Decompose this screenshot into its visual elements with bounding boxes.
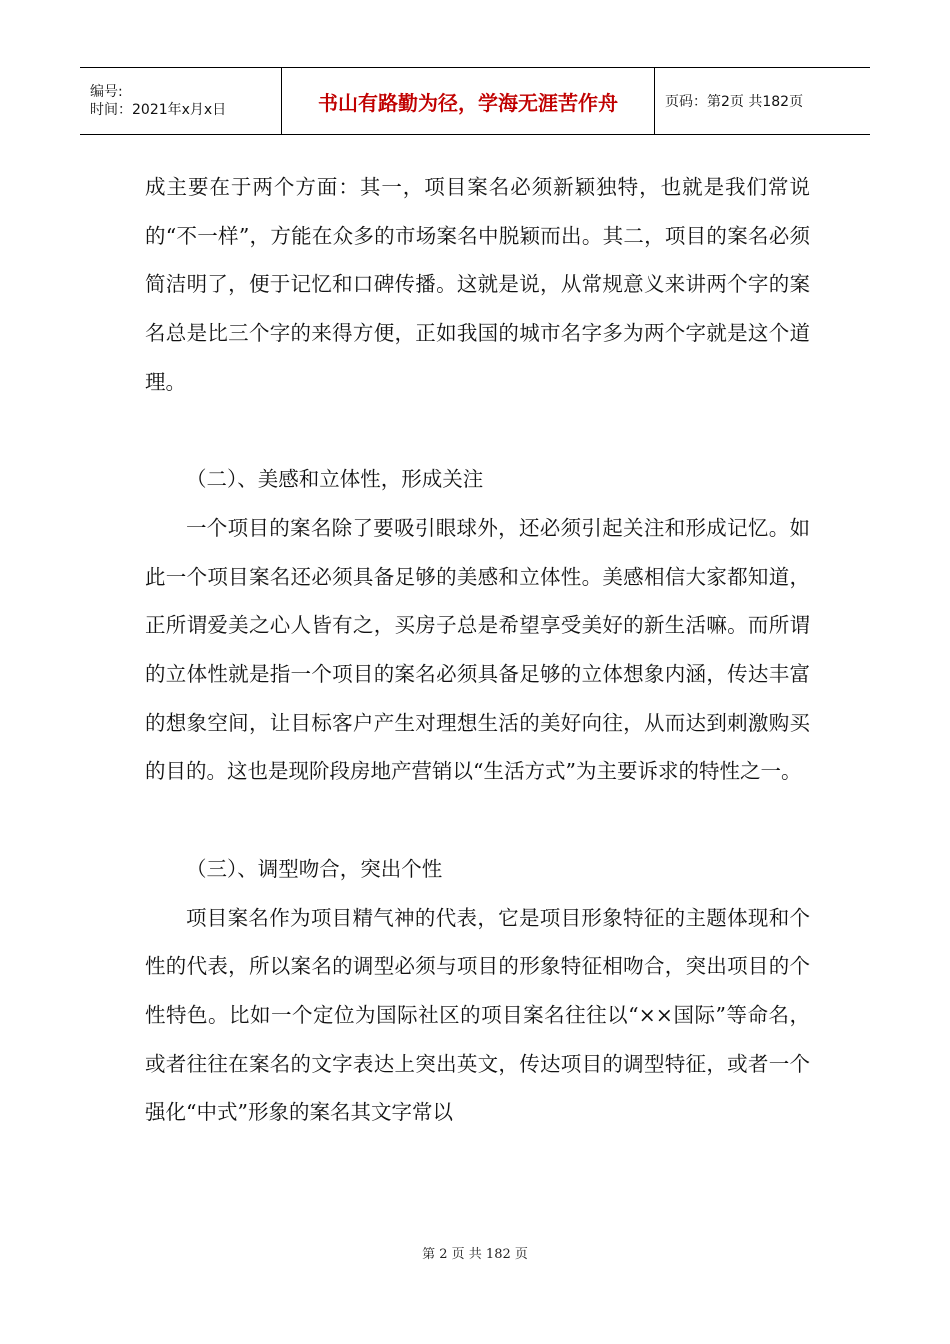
- paragraph-tone: 项目案名作为项目精气神的代表，它是项目形象特征的主题体现和个性的代表，所以案名的调型必须与项目的形象特征相吻合，突出项目的个性特色。比如一个定位为国际社区的项目案名往往以“××国际”等命名，或者往往在案名的文字表达上突出英文，传达项目的调型特征，或者一个强化“中式”形象的案名其文字常以: [145, 905, 810, 1125]
- motto-text: 书山有路勤为径，学海无涯苦作舟: [318, 90, 618, 115]
- document-body: [145, 163, 810, 1137]
- document-date: 时间：2021年x月x日: [90, 102, 227, 118]
- paragraph-aesthetics: 一个项目的案名除了要吸引眼球外，还必须引起关注和形成记忆。如此一个项目案名还必须具备足够的美感和立体性。美感相信大家都知道，正所谓爱美之心人皆有之，买房子总是希望享受美好的新生活嘛。而所谓的立体性就是指一个项目的案名必须具备足够的立体想象内涵，传达丰富的想象空间，让目标客户产生对理想生活的美好向往，从而达到刺激购买的目的。这也是现阶段房地产营销以“生活方式”为主要诉求的特性之一。: [145, 515, 810, 784]
- section-heading-3: （三）、调型吻合，突出个性: [186, 856, 443, 881]
- header-meta: [80, 68, 282, 134]
- paragraph-continued: 成主要在于两个方面：其一，项目案名必须新颖独特，也就是我们常说的“不一样”，方能在众多的市场案名中脱颖而出。其二，项目的案名必须简洁明了，便于记忆和口碑传播。这就是说，从常规意义来讲两个字的案名总是比三个字的来得方便，正如我国的城市名字多为两个字就是这个道理。: [145, 175, 810, 394]
- page-number-label: 页码：第2页 共182页: [665, 94, 804, 110]
- header-motto: [282, 68, 655, 134]
- paragraph-spacer: [145, 796, 810, 845]
- section-heading-2: （二）、美感和立体性，形成关注: [186, 467, 484, 492]
- page-header: [80, 67, 870, 135]
- paragraph-spacer: [145, 407, 810, 456]
- page-footer: 第 2 页 共 182 页: [422, 1247, 528, 1262]
- header-page-info: [655, 68, 870, 134]
- document-code-label: 编号:: [90, 84, 123, 100]
